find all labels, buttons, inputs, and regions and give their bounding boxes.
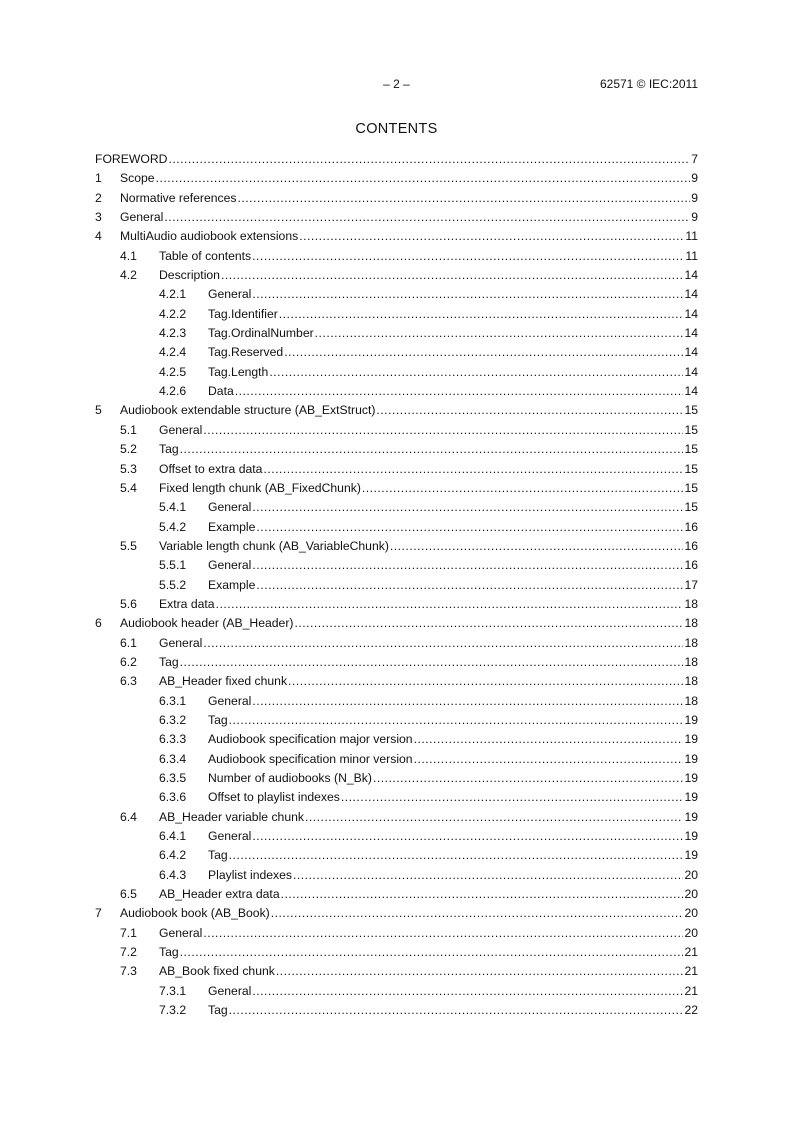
toc-entry[interactable] xyxy=(95,227,698,246)
dot-leader xyxy=(294,614,683,633)
toc-entry-title: General xyxy=(159,635,203,650)
toc-entry-page: 19 xyxy=(684,771,698,785)
toc-entry-page: 9 xyxy=(691,190,698,205)
toc-entry-title: Tag xyxy=(159,442,179,457)
toc-entry-number: 5.6 xyxy=(120,596,137,611)
dot-leader xyxy=(229,846,684,865)
dot-leader xyxy=(156,169,691,188)
dot-leader xyxy=(376,401,683,420)
toc-entry-page: 16 xyxy=(684,519,698,534)
toc-entry-title: Example xyxy=(208,577,256,592)
toc-entry-number: 4.2.6 xyxy=(159,384,187,399)
toc-entry-page: 16 xyxy=(684,538,698,553)
dot-leader xyxy=(284,343,683,362)
toc-entry-number: 4.2.2 xyxy=(159,306,187,321)
toc-entry-title: General xyxy=(208,983,252,998)
dot-leader xyxy=(341,788,684,807)
toc-entry-title: Audiobook extendable structure (AB_ExtStruct) xyxy=(120,403,376,418)
toc-entry-title: AB_Book fixed chunk xyxy=(159,964,275,979)
toc-entry-title: Tag xyxy=(208,712,228,727)
toc-entry-page: 15 xyxy=(684,422,698,437)
toc-entry-page: 19 xyxy=(684,829,698,844)
toc-entry-number: 4 xyxy=(95,229,102,244)
toc-entry[interactable] xyxy=(95,343,698,362)
dot-leader xyxy=(252,982,683,1001)
dot-leader xyxy=(288,672,683,691)
dot-leader xyxy=(315,324,684,343)
toc-entry-page: 18 xyxy=(684,674,698,689)
toc-entry[interactable] xyxy=(95,1001,698,1020)
toc-entry[interactable] xyxy=(95,440,698,459)
dot-leader xyxy=(373,769,684,788)
dot-leader xyxy=(216,595,684,614)
toc-entry-title: General xyxy=(208,693,252,708)
dot-leader xyxy=(252,247,684,266)
dot-leader xyxy=(281,885,684,904)
toc-entry-page: 19 xyxy=(684,732,698,747)
toc-entry[interactable] xyxy=(95,247,698,266)
toc-entry-title: Audiobook specification major version xyxy=(208,732,413,747)
toc-entry[interactable] xyxy=(95,866,698,885)
toc-entry-page: 15 xyxy=(684,442,698,457)
toc-entry-title: Tag.Reserved xyxy=(208,345,284,360)
toc-entry-number: 7.2 xyxy=(120,945,137,960)
dot-leader xyxy=(362,479,684,498)
toc-entry[interactable] xyxy=(95,943,698,962)
toc-entry[interactable] xyxy=(95,614,698,633)
toc-entry-number: 5.1 xyxy=(120,422,137,437)
dot-leader xyxy=(256,576,683,595)
toc-entry-page: 14 xyxy=(684,364,698,379)
toc-entry-number: 6.3.4 xyxy=(159,751,187,766)
toc-entry-number: 7.3.2 xyxy=(159,1003,187,1018)
dot-leader xyxy=(238,189,691,208)
toc-entry-number: 5.5.2 xyxy=(159,577,187,592)
toc-entry-number: 7.1 xyxy=(120,925,137,940)
toc-entry-title: AB_Header extra data xyxy=(159,887,280,902)
toc-entry-number: 5.4.2 xyxy=(159,519,187,534)
toc-entry-title: Offset to playlist indexes xyxy=(208,790,340,805)
dot-leader xyxy=(229,711,684,730)
toc-entry-title: Tag xyxy=(159,654,179,669)
toc-entry-title: Variable length chunk (AB_VariableChunk) xyxy=(159,538,389,553)
toc-entry-title: General xyxy=(208,558,252,573)
toc-entry[interactable] xyxy=(95,962,698,981)
toc-entry[interactable] xyxy=(95,479,698,498)
dot-leader xyxy=(180,440,684,459)
toc-entry-number: 4.2.1 xyxy=(159,287,187,302)
toc-entry-title: Tag xyxy=(159,945,179,960)
toc-entry-number: 6.5 xyxy=(120,887,137,902)
toc-entry-title: Number of audiobooks (N_Bk) xyxy=(208,771,372,785)
dot-leader xyxy=(203,634,683,653)
toc-entry-number: 6.3.5 xyxy=(159,771,187,785)
toc-entry[interactable] xyxy=(95,208,698,227)
toc-entry[interactable] xyxy=(95,576,698,595)
toc-entry[interactable] xyxy=(95,421,698,440)
toc-entry-page: 15 xyxy=(684,500,698,515)
toc-entry[interactable] xyxy=(95,672,698,691)
page-title: CONTENTS xyxy=(355,121,438,137)
toc-entry-title: FOREWORD xyxy=(95,152,168,166)
toc-entry[interactable] xyxy=(95,518,698,537)
toc-entry-page: 20 xyxy=(684,906,698,921)
page-header xyxy=(95,77,698,93)
dot-leader xyxy=(293,866,683,885)
toc-entry-page: 19 xyxy=(684,751,698,766)
toc-entry-page: 18 xyxy=(684,654,698,669)
toc-entry-number: 5.2 xyxy=(120,442,137,457)
dot-leader xyxy=(203,421,683,440)
toc-entry-number: 6.2 xyxy=(120,654,137,669)
toc-entry-title: General xyxy=(208,500,252,515)
toc-entry-page: 9 xyxy=(691,210,698,225)
toc-entry[interactable] xyxy=(95,401,698,420)
toc-entry-page: 20 xyxy=(684,887,698,902)
dot-leader xyxy=(271,904,684,923)
toc-entry[interactable] xyxy=(95,285,698,304)
dot-leader xyxy=(252,556,683,575)
toc-entry-page: 14 xyxy=(684,345,698,360)
toc-entry-title: AB_Header variable chunk xyxy=(159,809,304,824)
dot-leader xyxy=(252,285,683,304)
toc-entry-page: 14 xyxy=(684,384,698,399)
toc-entry-page: 14 xyxy=(684,287,698,302)
toc-entry[interactable] xyxy=(95,750,698,769)
toc-entry-number: 6.3.1 xyxy=(159,693,187,708)
toc-entry-page: 21 xyxy=(684,945,698,960)
toc-entry-title: Data xyxy=(208,384,234,399)
toc-entry-title: Description xyxy=(159,268,220,283)
toc-entry-page: 22 xyxy=(684,1003,698,1018)
page-number: – 2 – xyxy=(383,77,410,91)
toc-entry-title: Table of contents xyxy=(159,248,252,263)
toc-entry-number: 3 xyxy=(95,210,102,225)
toc-entry-page: 11 xyxy=(685,229,698,244)
dot-leader xyxy=(414,750,684,769)
dot-leader xyxy=(390,537,684,556)
toc-entry[interactable] xyxy=(95,363,698,382)
toc-entry-number: 6.1 xyxy=(120,635,137,650)
toc-entry[interactable] xyxy=(95,730,698,749)
dot-leader xyxy=(279,305,684,324)
toc-entry-title: General xyxy=(159,925,203,940)
toc-entry-number: 7.3 xyxy=(120,964,137,979)
toc-entry-number: 6.4.2 xyxy=(159,848,187,863)
toc-entry[interactable] xyxy=(95,595,698,614)
toc-entry[interactable] xyxy=(95,711,698,730)
toc-entry[interactable] xyxy=(95,924,698,943)
toc-entry-number: 5 xyxy=(95,403,102,418)
toc-entry-page: 21 xyxy=(684,964,698,979)
toc-entry-number: 4.2 xyxy=(120,268,137,283)
toc-entry[interactable] xyxy=(95,189,698,208)
toc-entry-number: 4.2.3 xyxy=(159,326,187,341)
toc-entry-page: 18 xyxy=(684,693,698,708)
dot-leader xyxy=(203,924,683,943)
toc-entry-page: 21 xyxy=(684,983,698,998)
toc-entry-number: 5.5 xyxy=(120,538,137,553)
dot-leader xyxy=(164,208,690,227)
toc-entry-number: 2 xyxy=(95,190,102,205)
toc-entry-title: General xyxy=(208,829,252,844)
toc-entry-number: 6.3.2 xyxy=(159,712,187,727)
toc-entry-title: General xyxy=(159,422,203,437)
toc-entry-page: 19 xyxy=(684,712,698,727)
toc-entry-number: 5.5.1 xyxy=(159,558,187,573)
toc-entry[interactable] xyxy=(95,982,698,1001)
toc-entry-title: Fixed length chunk (AB_FixedChunk) xyxy=(159,480,361,495)
toc-entry[interactable] xyxy=(95,150,698,169)
toc-entry-number: 6.3 xyxy=(120,674,137,689)
toc-entry[interactable] xyxy=(95,498,698,517)
toc-entry[interactable] xyxy=(95,846,698,865)
toc-entry-number: 6.4.3 xyxy=(159,867,187,882)
dot-leader xyxy=(235,382,684,401)
toc-entry-number: 6.4.1 xyxy=(159,829,187,844)
toc-entry-number: 7.3.1 xyxy=(159,983,187,998)
toc-entry-page: 11 xyxy=(685,248,698,263)
document-reference: 62571 © IEC:2011 xyxy=(599,77,698,91)
dot-leader xyxy=(252,827,683,846)
toc-entry-number: 5.4 xyxy=(120,480,137,495)
dot-leader xyxy=(414,730,684,749)
toc-entry-page: 7 xyxy=(691,152,698,166)
toc-entry-page: 15 xyxy=(684,403,698,418)
toc-entry-title: Scope xyxy=(120,171,155,186)
toc-entry[interactable] xyxy=(95,305,698,324)
toc-entry-title: Offset to extra data xyxy=(159,461,263,476)
toc-entry-number: 4.2.5 xyxy=(159,364,187,379)
toc-entry[interactable] xyxy=(95,460,698,479)
toc-entry-title: Tag.Identifier xyxy=(208,306,278,321)
toc-entry-title: Tag.Length xyxy=(208,364,269,379)
toc-entry-number: 4.2.4 xyxy=(159,345,187,360)
toc-entry-page: 18 xyxy=(684,616,698,631)
toc-entry-number: 5.4.1 xyxy=(159,500,187,515)
toc-entry-page: 19 xyxy=(684,790,698,805)
toc-entry[interactable] xyxy=(95,692,698,711)
toc-entry[interactable] xyxy=(95,808,698,827)
toc-entry[interactable] xyxy=(95,382,698,401)
toc-entry-title: Audiobook header (AB_Header) xyxy=(120,616,294,631)
toc-entry-title: Audiobook specification minor version xyxy=(208,751,413,766)
toc-entry-page: 15 xyxy=(684,461,698,476)
toc-entry-page: 14 xyxy=(684,326,698,341)
toc-entry[interactable] xyxy=(95,634,698,653)
dot-leader xyxy=(252,498,683,517)
toc-entry-title: Audiobook book (AB_Book) xyxy=(120,906,270,921)
dot-leader xyxy=(180,943,684,962)
toc-entry-title: Playlist indexes xyxy=(208,867,292,882)
dot-leader xyxy=(305,808,683,827)
toc-entry[interactable] xyxy=(95,904,698,923)
toc-entry[interactable] xyxy=(95,788,698,807)
dot-leader xyxy=(256,518,683,537)
toc-entry-page: 19 xyxy=(684,809,698,824)
toc-entry-page: 16 xyxy=(684,558,698,573)
toc-entry-title: General xyxy=(120,210,164,225)
toc-entry-number: 6.3.3 xyxy=(159,732,187,747)
dot-leader xyxy=(276,962,684,981)
toc-entry-number: 6.3.6 xyxy=(159,790,187,805)
toc-entry[interactable] xyxy=(95,266,698,285)
dot-leader xyxy=(269,363,683,382)
toc-entry-title: AB_Header fixed chunk xyxy=(159,674,288,689)
toc-entry-number: 7 xyxy=(95,906,102,921)
toc-entry-page: 20 xyxy=(684,867,698,882)
toc-entry[interactable] xyxy=(95,653,698,672)
toc-entry-page: 20 xyxy=(684,925,698,940)
dot-leader xyxy=(229,1001,684,1020)
toc-entry[interactable] xyxy=(95,769,698,788)
table-of-contents xyxy=(95,150,698,1020)
dot-leader xyxy=(168,150,690,169)
toc-entry-title: MultiAudio audiobook extensions xyxy=(120,229,299,244)
toc-entry-page: 18 xyxy=(684,635,698,650)
toc-entry-page: 14 xyxy=(684,306,698,321)
toc-entry[interactable] xyxy=(95,885,698,904)
dot-leader xyxy=(180,653,684,672)
toc-entry-page: 19 xyxy=(684,848,698,863)
dot-leader xyxy=(221,266,683,285)
toc-entry-title: Example xyxy=(208,519,256,534)
toc-entry-number: 4.1 xyxy=(120,248,137,263)
dot-leader xyxy=(252,692,683,711)
toc-entry[interactable] xyxy=(95,537,698,556)
toc-entry[interactable] xyxy=(95,556,698,575)
toc-entry-page: 17 xyxy=(684,577,698,592)
toc-entry-title: Tag xyxy=(208,848,228,863)
dot-leader xyxy=(299,227,684,246)
toc-entry-number: 1 xyxy=(95,171,102,186)
toc-entry-number: 5.3 xyxy=(120,461,137,476)
toc-entry-page: 9 xyxy=(691,171,698,186)
toc-entry-title: General xyxy=(208,287,252,302)
toc-entry[interactable] xyxy=(95,827,698,846)
toc-entry-page: 14 xyxy=(684,268,698,283)
toc-entry-number: 6.4 xyxy=(120,809,137,824)
toc-entry-number: 6 xyxy=(95,616,102,631)
toc-entry-page: 15 xyxy=(684,480,698,495)
toc-entry[interactable] xyxy=(95,324,698,343)
toc-entry-title: Normative references xyxy=(120,190,237,205)
toc-entry-title: Tag.OrdinalNumber xyxy=(208,326,314,341)
toc-entry[interactable] xyxy=(95,169,698,188)
toc-entry-title: Tag xyxy=(208,1003,228,1018)
toc-entry-page: 18 xyxy=(684,596,698,611)
toc-entry-title: Extra data xyxy=(159,596,215,611)
dot-leader xyxy=(263,460,683,479)
